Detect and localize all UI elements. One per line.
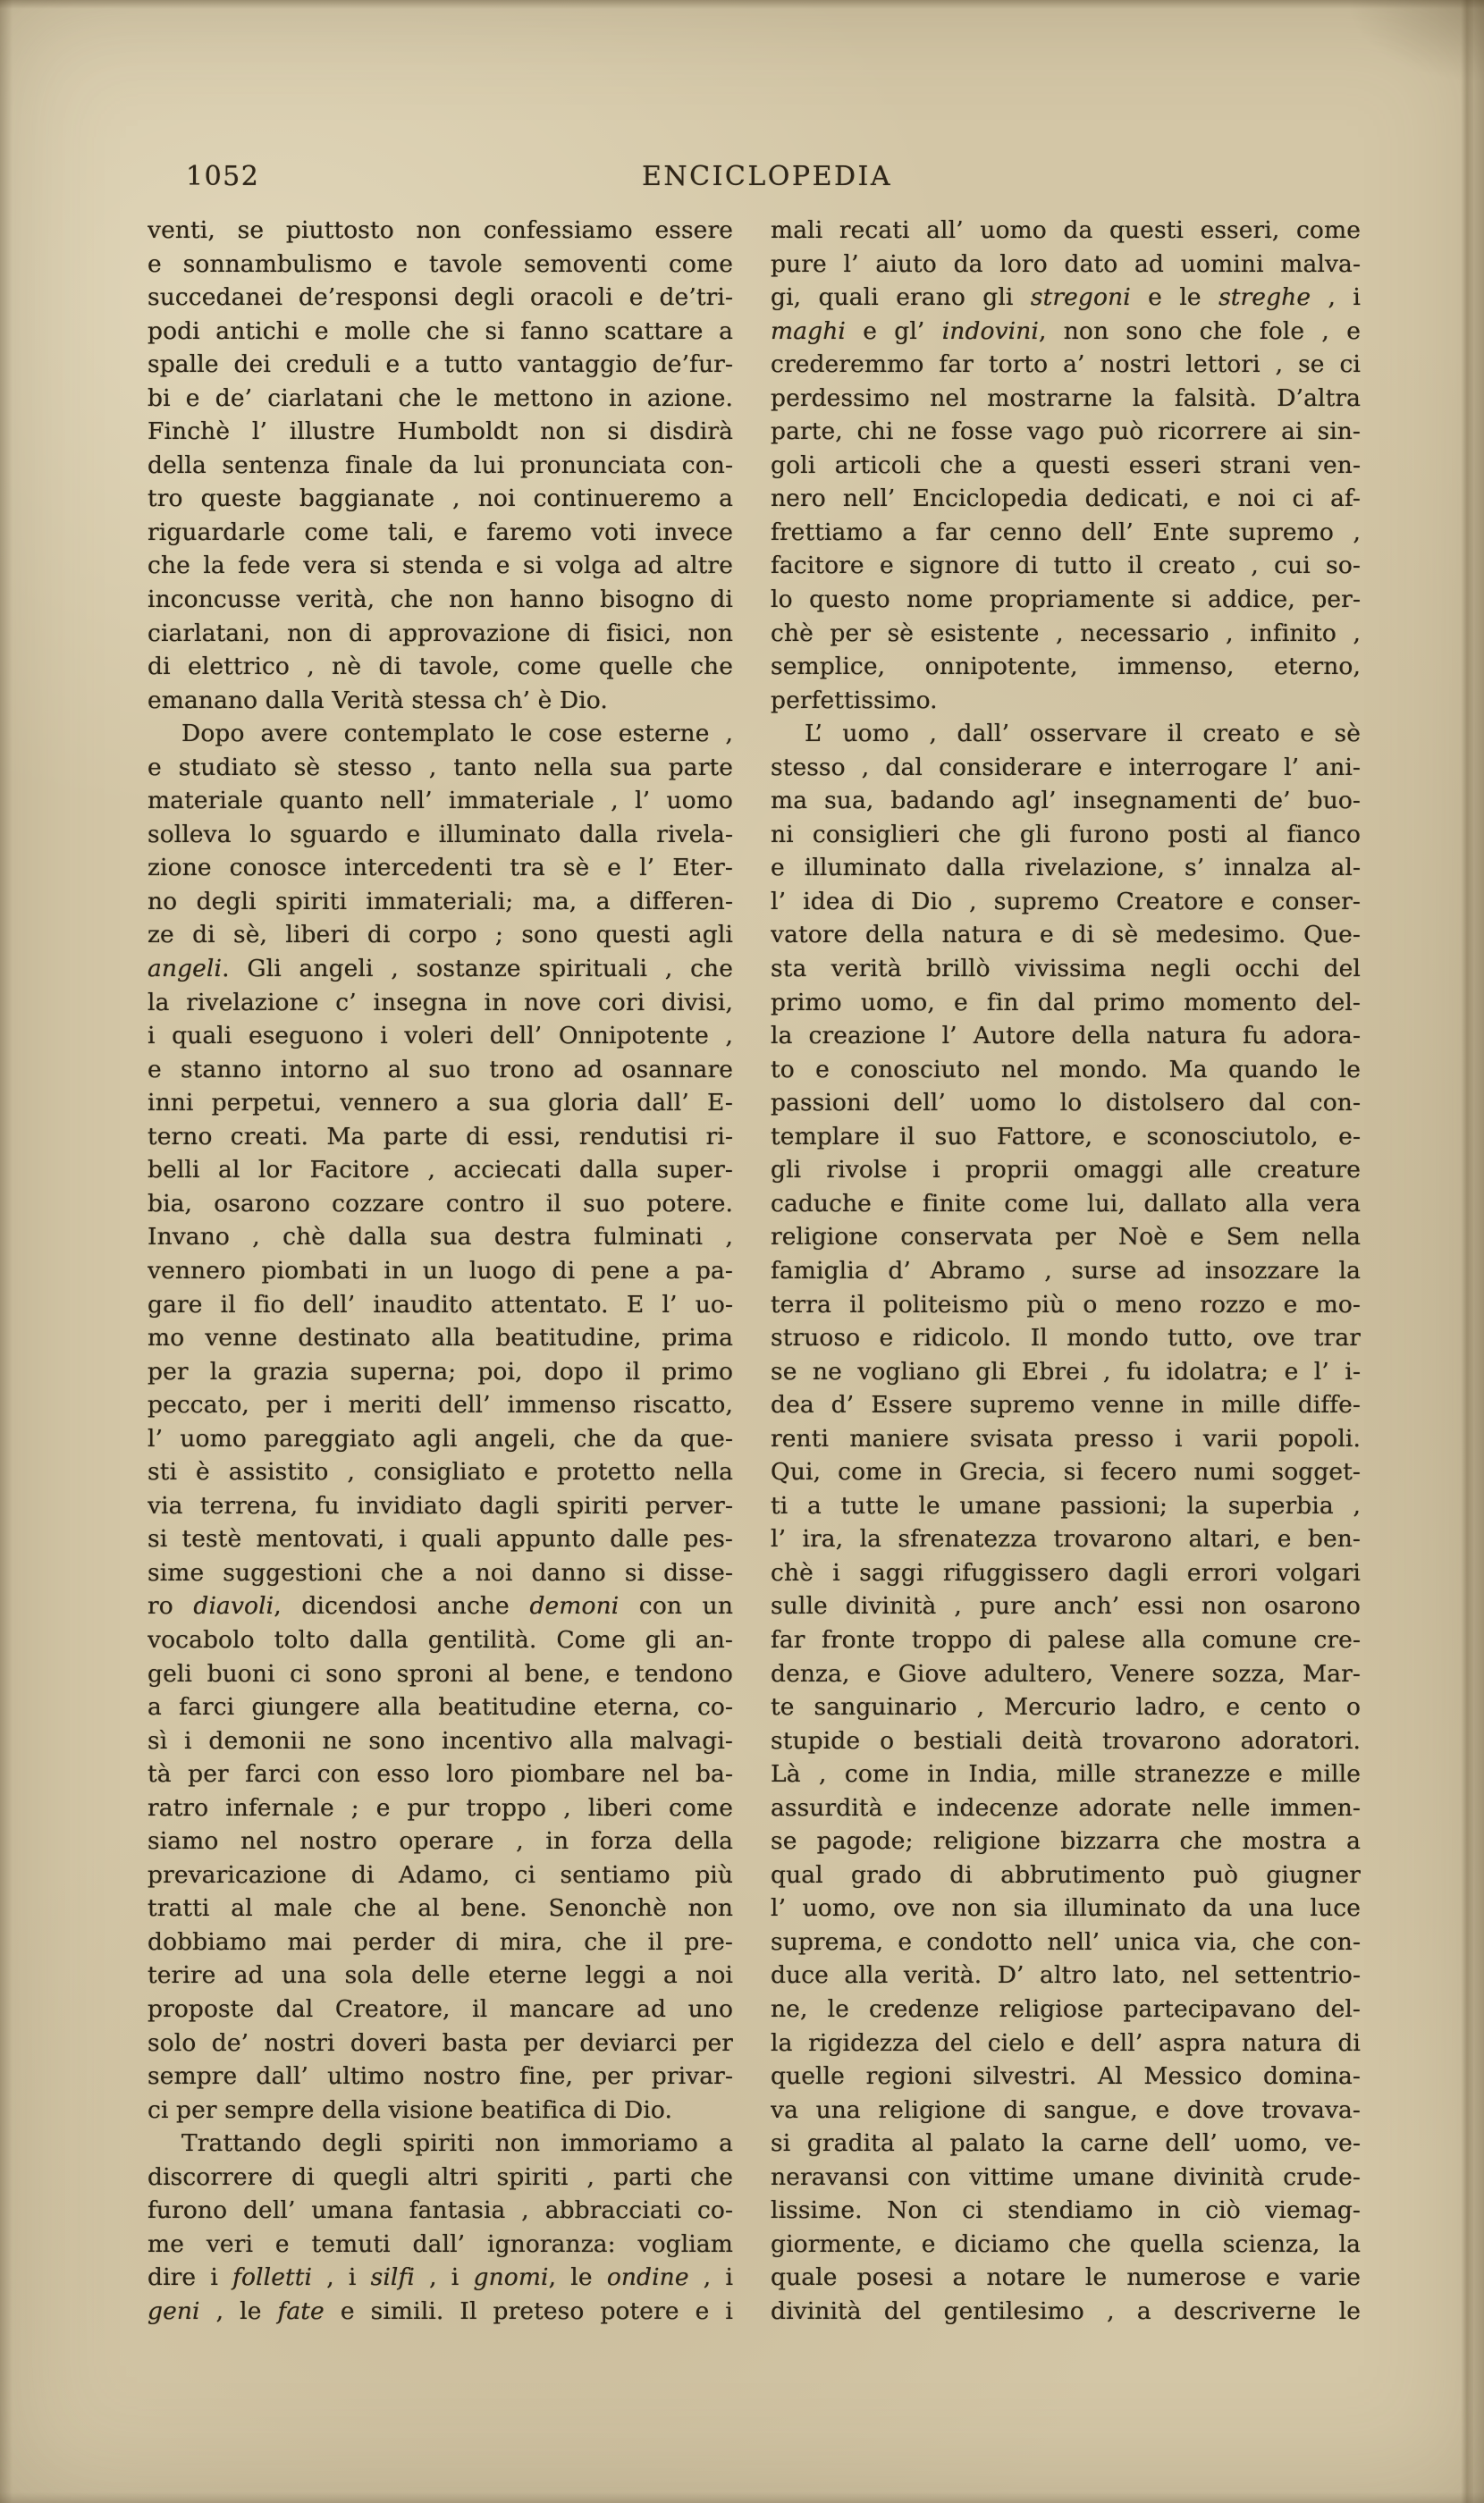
text-line: Finchè l’ illustre Humboldt non si disdirà (148, 417, 733, 446)
text-line: Qui, come in Grecia, si fecero numi sogget- (771, 1458, 1361, 1487)
text-line: prevaricazione di Adamo, ci sentiamo più (148, 1860, 733, 1889)
text-line: quelle regioni silvestri. Al Messico domina- (771, 2062, 1361, 2091)
text-line: sime suggestioni che a noi danno si disse- (148, 1558, 733, 1587)
text-line: che la fede vera si stenda e si volga ad altre (148, 552, 733, 580)
text-line: tro queste baggianate , noi continueremo a (148, 485, 733, 513)
text-line: perdessimo nel mostrarne la falsità. D’altra (771, 383, 1361, 412)
page-number: 1052 (186, 161, 260, 192)
text-line: templare il suo Fattore, e sconosciutolo, e- (771, 1122, 1361, 1150)
text-line: la rigidezza del cielo e dell’ aspra natura di (771, 2028, 1361, 2057)
text-line: se pagode; religione bizzarra che mostra a (771, 1827, 1361, 1856)
text-line: e studiato sè stesso , tanto nella sua parte (148, 753, 733, 781)
text-line: famiglia d’ Abramo , surse ad insozzare la (771, 1256, 1361, 1285)
text-line: te sanguinario , Mercurio ladro, e cento o (771, 1693, 1361, 1722)
text-line: si testè mentovati, i quali appunto dalle pes- (148, 1525, 733, 1554)
running-title: ENCICLOPEDIA (641, 161, 893, 192)
text-line: lissime. Non ci stendiamo in ciò viemag- (771, 2196, 1361, 2225)
text-line: neravansi con vittime umane divinità crude- (771, 2162, 1361, 2191)
text-line: suprema, e condotto nell’ unica via, che con- (771, 1927, 1361, 1956)
text-line: se ne vogliano gli Ebrei , fu idolatra; e l’ i- (771, 1357, 1361, 1386)
text-line: l’ uomo, ove non sia illuminato da una luce (771, 1894, 1361, 1923)
text-line: geni , le fate e simili. Il preteso potere e i (148, 2297, 733, 2325)
text-line: e sonnambulismo e tavole semoventi come (148, 249, 733, 278)
text-line: sempre dall’ ultimo nostro fine, per privar- (148, 2062, 733, 2091)
text-line: a farci giungere alla beatitudine eterna, co- (148, 1693, 733, 1722)
text-line: maghi e gl’ indovini, non sono che fole , e (771, 316, 1361, 345)
text-line: giormente, e diciamo che quella scienza, la (771, 2229, 1361, 2258)
text-line: caduche e finite come lui, dallato alla vera (771, 1189, 1361, 1218)
text-line: va una religione di sangue, e dove trovava- (771, 2095, 1361, 2124)
text-line: materiale quanto nell’ immateriale , l’ uomo (148, 787, 733, 815)
text-line: sti è assistito , consigliato e protetto nella (148, 1458, 733, 1487)
text-line: ci per sempre della visione beatifica di Dio. (148, 2095, 673, 2124)
text-line: mali recati all’ uomo da questi esseri, come (771, 216, 1361, 244)
text-line: gli rivolse i proprii omaggi alle creature (771, 1156, 1361, 1184)
text-line: solo de’ nostri doveri basta per deviarci per (148, 2028, 733, 2057)
text-line: lo questo nome propriamente si addice, per- (771, 586, 1361, 614)
text-line: divinità del gentilesimo , a descriverne le (771, 2297, 1361, 2325)
text-line: perfettissimo. (771, 686, 938, 714)
text-line: l’ uomo pareggiato agli angeli, che da que- (148, 1424, 733, 1453)
text-line: tratti al male che al bene. Senonchè non (148, 1894, 733, 1923)
text-line: sulle divinità , pure anch’ essi non osarono (771, 1592, 1361, 1621)
text-line: Invano , chè dalla sua destra fulminati , (148, 1223, 733, 1252)
text-line: frettiamo a far cenno dell’ Ente supremo , (771, 518, 1361, 546)
text-line: geli buoni ci sono sproni al bene, e tendono (148, 1659, 733, 1688)
text-line: la creazione l’ Autore della natura fu adora- (771, 1022, 1361, 1050)
page-edge-bottom (0, 2492, 1484, 2503)
text-line: stupide o bestiali deità trovarono adoratori. (771, 1726, 1361, 1755)
text-line: vatore della natura e di sè medesimo. Que- (771, 921, 1361, 949)
text-line: ti a tutte le umane passioni; la superbia , (771, 1491, 1361, 1520)
text-line: dire i folletti , i silfi , i gnomi, le ondine , i (148, 2263, 733, 2292)
text-line: e illuminato dalla rivelazione, s’ innalza al- (771, 854, 1361, 882)
text-line: qual grado di abbrutimento può giugner (771, 1860, 1361, 1889)
text-line: l’ ira, la sfrenatezza trovarono altari, e ben- (771, 1525, 1361, 1554)
text-line: facitore e signore di tutto il creato , cui so- (771, 552, 1361, 580)
page-edge-left (0, 0, 13, 2503)
page-edge-top (0, 0, 1484, 9)
text-line: chè per sè esistente , necessario , infinito , (771, 619, 1361, 647)
text-line: Là , come in India, mille stranezze e mille (771, 1760, 1361, 1789)
text-line: di elettrico , nè di tavole, come quelle che (148, 653, 733, 681)
text-line: goli articoli che a questi esseri strani ven- (771, 451, 1361, 479)
text-line: inni perpetui, vennero a sua gloria dall’ E- (148, 1089, 733, 1117)
text-line: me veri e temuti dall’ ignoranza: vogliam (148, 2229, 733, 2258)
text-line: la rivelazione c’ insegna in nove cori divisi, (148, 988, 733, 1016)
text-line: proposte dal Creatore, il mancare ad uno (148, 1994, 733, 2023)
text-line: renti maniere svisata presso i varii popoli. (771, 1424, 1361, 1453)
text-line: della sentenza finale da lui pronunciata con- (148, 451, 733, 479)
text-line: gi, quali erano gli stregoni e le streghe , i (771, 283, 1361, 312)
text-line: primo uomo, e fin dal primo momento del- (771, 988, 1361, 1016)
text-line: ma sua, badando agl’ insegnamenti de’ buo- (771, 787, 1361, 815)
text-line: solleva lo sguardo e illuminato dalla rivela- (148, 820, 733, 848)
text-line: bia, osarono cozzare contro il suo potere. (148, 1189, 733, 1218)
text-line: pure l’ aiuto da loro dato ad uomini malva- (771, 249, 1361, 278)
text-line: terire ad una sola delle eterne leggi a noi (148, 1961, 733, 1990)
text-line: spalle dei creduli e a tutto vantaggio de’fur- (148, 350, 733, 379)
text-line: duce alla verità. D’ altro lato, nel settentrio- (771, 1961, 1361, 1990)
text-line: zione conosce intercedenti tra sè e l’ Eter- (148, 854, 733, 882)
text-line: ro diavoli, dicendosi anche demoni con un (148, 1592, 733, 1621)
text-line: via terrena, fu invidiato dagli spiriti perver- (148, 1491, 733, 1520)
text-line: nero nell’ Enciclopedia dedicati, e noi ci af- (771, 485, 1361, 513)
text-line: siamo nel nostro operare , in forza della (148, 1827, 733, 1856)
text-line: discorrere di quegli altri spiriti , parti che (148, 2162, 733, 2191)
text-line: dea d’ Essere supremo venne in mille diffe- (771, 1391, 1361, 1420)
text-line: semplice, onnipotente, immenso, eterno, (771, 653, 1361, 681)
text-line: vocabolo tolto dalla gentilità. Come gli an- (148, 1625, 733, 1654)
text-line: assurdità e indecenze adorate nelle immen- (771, 1793, 1361, 1822)
text-line: ne, le credenze religiose partecipavano del- (771, 1994, 1361, 2023)
text-line: sì i demonii ne sono incentivo alla malvagi- (148, 1726, 733, 1755)
text-line: emanano dalla Verità stessa ch’ è Dio. (148, 686, 608, 714)
text-line: ciarlatani, non di approvazione di fisici, non (148, 619, 733, 647)
page-edge-right (1463, 0, 1484, 2503)
text-line: denza, e Giove adultero, Venere sozza, Mar- (771, 1659, 1361, 1688)
text-line: terra il politeismo più o meno rozzo e mo- (771, 1290, 1361, 1319)
text-line: per la grazia superna; poi, dopo il primo (148, 1357, 733, 1386)
text-line: no degli spiriti immateriali; ma, a differen- (148, 887, 733, 915)
text-column-right (771, 214, 1361, 2328)
text-line: vennero piombati in un luogo di pene a pa- (148, 1256, 733, 1285)
text-line: venti, se piuttosto non confessiamo essere (148, 216, 733, 244)
text-line: quale posesi a notare le numerose e varie (771, 2263, 1361, 2292)
text-line: Trattando degli spiriti non immoriamo a (181, 2129, 733, 2158)
text-line: bi e de’ ciarlatani che le mettono in azione. (148, 383, 733, 412)
text-line: stesso , dal considerare e interrogare l’ ani- (771, 753, 1361, 781)
text-line: crederemmo far torto a’ nostri lettori , se ci (771, 350, 1361, 379)
text-line: belli al lor Facitore , acciecati dalla super- (148, 1156, 733, 1184)
text-line: struoso e ridicolo. Il mondo tutto, ove trar (771, 1324, 1361, 1353)
text-line: ratro infernale ; e pur troppo , liberi come (148, 1793, 733, 1822)
text-line: furono dell’ umana fantasia , abbracciati co- (148, 2196, 733, 2225)
text-line: passioni dell’ uomo lo distolsero dal con- (771, 1089, 1361, 1117)
text-line: peccato, per i meriti dell’ immenso riscatto, (148, 1391, 733, 1420)
text-column-left (148, 214, 733, 2328)
text-line: riguardarle come tali, e faremo voti invece (148, 518, 733, 546)
text-line: angeli. Gli angeli , sostanze spirituali , che (148, 955, 733, 983)
text-line: terno creati. Ma parte di essi, rendutisi ri- (148, 1122, 733, 1150)
text-line: ni consiglieri che gli furono posti al fianco (771, 820, 1361, 848)
text-line: far fronte troppo di palese alla comune cre- (771, 1625, 1361, 1654)
text-line: mo venne destinato alla beatitudine, prima (148, 1324, 733, 1353)
text-line: i quali eseguono i voleri dell’ Onnipotente , (148, 1022, 733, 1050)
text-line: succedanei de’responsi degli oracoli e de’tri- (148, 283, 733, 312)
text-line: L’ uomo , dall’ osservare il creato e sè (805, 720, 1361, 748)
text-line: Dopo avere contemplato le cose esterne , (181, 720, 733, 748)
text-line: podi antichi e molle che si fanno scattare a (148, 316, 733, 345)
text-line: sta verità brillò vivissima negli occhi del (771, 955, 1361, 983)
text-line: gare il fio dell’ inaudito attentato. E l’ uo- (148, 1290, 733, 1319)
text-line: parte, chi ne fosse vago può ricorrere ai sin- (771, 417, 1361, 446)
text-line: religione conservata per Noè e Sem nella (771, 1223, 1361, 1252)
text-line: dobbiamo mai perder di mira, che il pre- (148, 1927, 733, 1956)
text-line: l’ idea di Dio , supremo Creatore e conser- (771, 887, 1361, 915)
text-line: chè i saggi rifuggissero dagli errori volgari (771, 1558, 1361, 1587)
text-line: tà per farci con esso loro piombare nel ba- (148, 1760, 733, 1789)
text-line: inconcusse verità, che non hanno bisogno di (148, 586, 733, 614)
text-line: si gradita al palato la carne dell’ uomo, ve- (771, 2129, 1361, 2158)
text-line: to e conosciuto nel mondo. Ma quando le (771, 1055, 1361, 1083)
text-line: ze di sè, liberi di corpo ; sono questi agli (148, 921, 733, 949)
text-line: e stanno intorno al suo trono ad osannare (148, 1055, 733, 1083)
